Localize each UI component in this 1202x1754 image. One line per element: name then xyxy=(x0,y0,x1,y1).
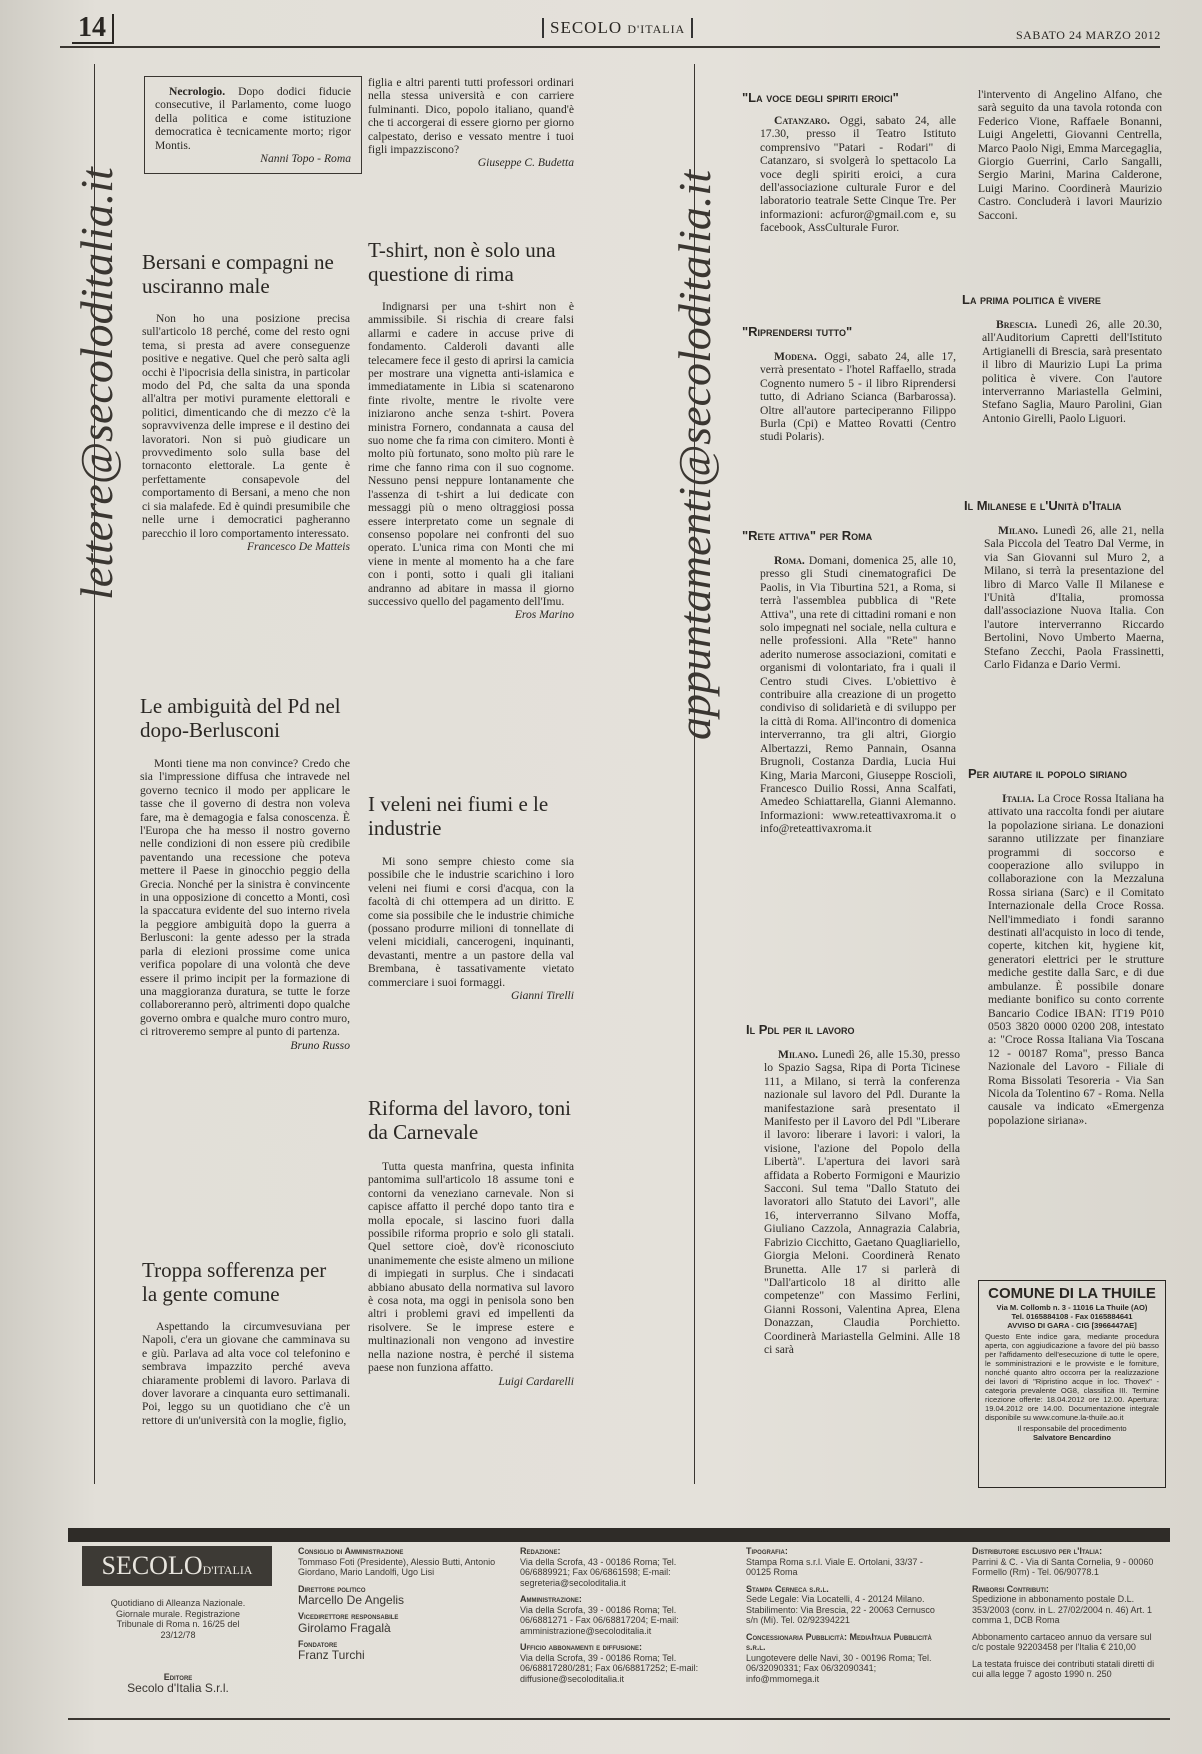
comune-avviso: AVVISO DI GARA - CIG [3966447AE] xyxy=(1007,1321,1137,1330)
footer-management xyxy=(298,1546,498,1662)
bersani-text: Non ho una posizione precisa sull'articolo 18 perché, come del resto ogni tema, si presta ad avere conseguenze positive e negative. Quel che però salta agli occhi è l'ipocrisia della sinistra, in particolar modo del Pd, che salta da una sponda all'altra per motivi puramente elettorali e politici, dimenticando che di mezzo c'è la sopravvivenza delle imprese e il destino dei lavoratori. Non si può giudicare un provvedimento solo sulla base del tornaconto elettorale. La gente è perfettamente consapevole del comportamento di Bersani, a meno che non ci sia malafede. Ed è quindi presumibile che nelle urne i democratici pagheranno parecchio il loro comportamento interessato. xyxy=(142,312,350,540)
ambiguita-signature: Bruno Russo xyxy=(290,1038,350,1052)
figlia-letter-continued xyxy=(368,76,574,170)
editore-label: Editore xyxy=(163,1672,193,1682)
prezzo-value: Abbonamento cartaceo annuo da versare sul c/c postale 92203458 per l'Italia € 210,00 xyxy=(972,1631,1152,1652)
pdl-lead: Milano. xyxy=(778,1048,819,1061)
masthead-sub: D'ITALIA xyxy=(627,22,686,36)
bersani-headline: Bersani e compagni ne usciranno male xyxy=(142,250,334,298)
comune-title: COMUNE DI LA THUILE xyxy=(988,1285,1156,1302)
masthead xyxy=(542,18,693,38)
prima-text: Lunedì 26, alle 20.30, all'Auditorium Capretti dell'Istituto Artigianelli di Brescia, sarà presentato il libro di Maurizio Lupi La prima politica è vivere. Con l'autore interverranno Mariastella Gelmini, Stefano Saglia, Mauro Parolini, Gian Antonio Girelli, Paolo Liguori. xyxy=(982,318,1162,425)
prima-lead: Brescia. xyxy=(996,318,1037,331)
siriano-text: La Croce Rossa Italiana ha attivato una raccolta fondi per aiutare la popolazione siriana. Le donazioni saranno utilizzate per finanziare programmi di soccorso e cooperazione allo sviluppo in collaborazione con la Mezzaluna Rossa siriana (Sarc) e il Comitato Internazionale della Croce Rossa. Nell'immediato i fondi saranno destinati all'acquisto in loco di tende, coperte, kitchen kit, hygiene kit, generatori elettrici per le strutture mediche gestite dalla Sarc, e di due ambulanze. È possibile donare mediante bonifico su conto corrente Bancario Codice IBAN: IT19 P010 0503 3820 0000 0200 208, intestato a: "Croce Rossa Italiana Via Toscana 12 - 00187 Roma", presso Banca Nazionale del Lavoro - Filiale di Roma Bissolati Tesoreria - Via San Nicola da Tolentino 67 - Roma. Nella causale va indicato «Emergenza popolazione siriana». xyxy=(988,792,1165,1127)
pdl-item xyxy=(764,1048,960,1356)
rete-item xyxy=(760,554,956,836)
sofferenza-letter xyxy=(142,1320,350,1427)
comune-sign-name: Salvatore Bencardino xyxy=(1032,1433,1112,1442)
direttore-label: Direttore politico xyxy=(298,1583,366,1594)
veleni-letter xyxy=(368,855,574,1002)
necrologio-signature: Nanni Topo - Roma xyxy=(260,152,351,166)
footer-printing xyxy=(746,1546,946,1684)
centro-value: Sede Legale: Via Locatelli, 4 - 20124 Milano. Stabilimento: Via Brescia, 22 - 20063 Cernusco s/n (Mi). Tel. 02/92394221 xyxy=(746,1594,935,1625)
comune-sign-role: Il responsabile del procedimento xyxy=(1017,1424,1127,1433)
bersani-letter xyxy=(142,312,350,553)
rete-lead: Roma. xyxy=(774,554,805,567)
necrologio-text: Dopo dodici fiducie consecutive, il Parlamento, come luogo della politica e come istituzione democratica è tecnicamente morto; rigor Montis. xyxy=(155,85,351,152)
prima-headline: La prima politica è vivere xyxy=(962,292,1101,307)
fondatore-label: Fondatore xyxy=(298,1638,338,1649)
pdl-continued xyxy=(978,88,1162,222)
voce-headline: "La voce degli spiriti eroici" xyxy=(742,90,899,105)
ambiguita-headline: Le ambiguità del Pd nel dopo-Berlusconi xyxy=(140,694,341,742)
footer-contacts xyxy=(520,1546,720,1684)
milanese-text: Lunedì 26, alle 21, nella Sala Piccola del Teatro Dal Verme, in via San Giovanni sul Muro 2, a Milano, si terrà la presentazione del libro di Marco Valle Il Milanese e l'Unità d'Italia, promossa dall'associazione Nuova Italia. Con l'autore interverranno Riccardo Bertolini, Novo Umberto Maerna, Stefano Zecchi, Paola Frassinetti, Carlo Fidanza e Dario Vermi. xyxy=(984,524,1164,672)
direttore-value: Marcello De Angelis xyxy=(298,1593,405,1607)
masthead-title: SECOLO xyxy=(550,18,623,37)
voce-item xyxy=(760,114,956,235)
continua-text: l'intervento di Angelino Alfano, che sarà seguito da una tavola rotonda con Federico Vione, Raffaele Bonanni, Luigi Angeletti, Giovanni Centrella, Marco Paolo Nigi, Emma Marcegaglia, Giorgio Guerrini, Carlo Sangalli, Sergio Marini, Marina Calderone, Luigi Marino. Coordinerà Maurizio Castro. Concluderà i lavori Maurizio Sacconi. xyxy=(978,88,1162,222)
tipografia-label: Tipografia: xyxy=(746,1546,788,1556)
veleni-text: Mi sono sempre chiesto come sia possibile che le industrie scarichino i loro veleni nei fiumi e corsi d'acqua, con la facoltà di chi ottempera ad un diritto. E come sia possibile che le industrie chimiche (possano produrre milioni di tonnellate di veleni micidiali, cancerogeni, inquinanti, devastanti, mentre a un pastore della val Brembana, è tassativamente vietato commerciare i suoi formaggi. xyxy=(368,855,574,989)
comune-phone: Tel. 0165884108 - Fax 0165884641 xyxy=(1011,1312,1133,1321)
veleni-headline: I veleni nei fiumi e le industrie xyxy=(368,792,549,840)
amministrazione-label: Amministrazione: xyxy=(520,1594,582,1604)
header-rule xyxy=(60,46,1160,48)
tshirt-signature: Eros Marino xyxy=(514,608,574,622)
tshirt-text: Indignarsi per una t-shirt non è ammissibile. Si rischia di creare falsi allarmi e cadere in accuse prive di fondamento. Calderoli davanti alle telecamere fece il gesto di aprirsi la camicia per mostrare una vignetta anti-islamica e immediatamente in Libia si scatenarono finte rivolte, mentre le rivolte vere iniziarono anche senza t-shirt. Povera ministra Fornero, condannata a causa del suo nome che fa rima con cimitero. Monti è molto più fortunato, sono molto più rare le rime che fanno rima con il suo cognome. Nessuno pensi neppure lontanamente che l'assenza di t-shirt a lui dedicate con messaggi più o meno oltraggiosi possa essere interpretato come un segnale di consenso popolare nei confronti del suo operato. L'unica rima con Monti che mi viene in mente al momento ha a che fare con i ponti, sotto i quali gli italiani andranno ad abitare in massa il giorno successivo quello del pagamento dell'Imu. xyxy=(368,300,574,608)
appointments-email-label: appuntamenti@secoloditalia.it xyxy=(669,170,720,740)
prima-item xyxy=(982,318,1162,425)
riprendersi-headline: "Riprendersi tutto" xyxy=(742,324,853,339)
ambiguita-text: Monti tiene ma non convince? Credo che sia l'impressione diffusa che intravede nel governo tecnico il modo per applicare le tasse che il governo di destra non voleva fare, ma è demagogia e falsa conoscenza. È l'Europa che ha messo il nostro governo nelle condizioni di non essere più credibile paventando una recessione che poteva mettere il Paese in ginocchio peggio della Grecia. Nonché per la sinistra è convincente in una opposizione di concetto a Monti, così la spaccatura evidente del suo interno rivela la peggiore ambiguità dopo la guerra a Berlusconi: la gente adesso per la strada parla di elezioni prossime come unica verifica popolare di una volontà che deve essere il primo incipit per la formazione di una maggioranza duratura, se tutte le forze collaboreranno però, altrimenti dopo qualche governo ombra e qualche muro contro muro, ci ritroveremo sempre al punto di partenza. xyxy=(140,757,350,1039)
cda-value: Tommaso Foti (Presidente), Alessio Butti, Antonio Giordano, Mario Landolfi, Ugo Lisi xyxy=(298,1556,496,1577)
footer-logo-sub: D'ITALIA xyxy=(202,1563,253,1577)
footer-band xyxy=(68,1528,1170,1542)
riprendersi-item xyxy=(760,350,956,444)
vice-value: Girolamo Fragalà xyxy=(298,1620,391,1635)
figlia-text: figlia e altri parenti tutti professori ordinari nella stessa università e con carriere fulminanti. Dico, popolo italiano, quand'è che ti accorgerai di essere giorno per giorno calpestato, deriso e vessato mentre i tuoi figli impazziscono? xyxy=(368,76,574,157)
ambiguita-letter xyxy=(140,757,350,1052)
milanese-headline: Il Milanese e l'Unità d'Italia xyxy=(964,498,1122,513)
siriano-headline: Per aiutare il popolo siriano xyxy=(968,766,1127,781)
siriano-item xyxy=(988,792,1164,1127)
necrologio-lead: Necrologio. xyxy=(169,85,226,98)
footer-rule xyxy=(68,1718,1170,1720)
tshirt-headline: T-shirt, non è solo una questione di rima xyxy=(368,238,556,286)
pdl-headline: Il Pdl per il lavoro xyxy=(746,1022,855,1037)
milanese-lead: Milano. xyxy=(998,524,1039,537)
pdl-text: Lunedì 26, alle 15.30, presso lo Spazio Sagsa, Ripa di Porta Ticinese 111, a Milano, si terrà la conferenza nazionale sul lavoro del Pdl. Durante la manifestazione sarà presentato il Manifesto per il Lavoro del Pdl "Liberare il lavoro: liberare i lavori: i valori, la visione, l'azione del Popolo della Libertà". L'apertura dei lavori sarà affidata a Roberto Formigoni e Maurizio Sacconi. Sul tema "Dallo Statuto dei lavoratori allo Statuto dei Lavori", alle 16, interverranno Silvano Moffa, Giuliano Cazzola, Annagrazia Calabria, Fabrizio Cicchitto, Gaetano Quagliariello, Giorgia Meloni. Coordinerà Renato Brunetta. Alle 17 si parlerà di "Dall'articolo 18 al diritto alle competenze" con Massimo Ferlini, Gianni Rossoni, Valentina Aprea, Elena Donazzan, Claudia Porchietto. Coordinerà Mariastella Gelmini. Alle 18 ci sarà xyxy=(764,1048,960,1356)
tiratura-value: La testata fruisce dei contributi statali diretti di cui alla legge 7 agosto 1990 n. 250 xyxy=(972,1658,1155,1679)
sofferenza-headline: Troppa sofferenza per la gente comune xyxy=(142,1258,327,1306)
comune-address: Via M. Collomb n. 3 - 11016 La Thuile (AO) xyxy=(996,1303,1148,1312)
fondi-label: Rimborsi Contributi: xyxy=(972,1583,1049,1594)
tshirt-letter xyxy=(368,300,574,622)
abbonamenti-label: Ufficio abbonamenti e diffusione: xyxy=(520,1642,642,1652)
vice-label: Vicedirettore responsabile xyxy=(298,1611,399,1621)
figlia-signature: Giuseppe C. Budetta xyxy=(477,156,574,170)
voce-lead: Catanzaro. xyxy=(774,114,830,127)
redazione-value: Via della Scrofa, 43 - 00186 Roma; Tel. 06/6889921; Fax 06/6861598; E-mail: segreteria@secoloditalia.it xyxy=(520,1556,677,1588)
footer-distribution xyxy=(972,1546,1164,1680)
issue-date: SABATO 24 MARZO 2012 xyxy=(1016,28,1161,42)
letters-email-label: lettere@secoloditalia.it xyxy=(71,167,122,600)
pubblicita-label: Concessionaria Pubblicità: MediaItalia Pubblicità s.r.l. xyxy=(746,1631,932,1652)
veleni-signature: Gianni Tirelli xyxy=(510,989,574,1003)
riforma-text: Tutta questa manfrina, questa infinita pantomima sull'articolo 18 assume toni e contorni da veneziano carnevale. Non si capisce affatto il perché dopo tanto tira e molla epocale, si lascino fuori dalla possibile riforma proprio e solo gli statali. Quel settore cioè, dov'è riconosciuto unanimemente che esiste almeno un milione di impiegati in surplus. Che i sindacati abbiano abusato della normativa sul lavoro è cosa nota, ma oggi in penisola sono ben altri i problemi gravi ed impellenti da risolvere. Se le imprese estere e multinazionali non vengono ad investire nella nazione nostra, è perché il sistema paese non funziona affatto. xyxy=(368,1160,574,1375)
colophon xyxy=(68,1542,1170,1707)
comune-text: Questo Ente indice gara, mediante procedura aperta, con aggiudicazione a favore del più basso per l'affidamento dell'esecuzione di tutte le opere, le somministrazioni e le provviste e le forniture, nonché quanto altro occorra per la realizzazione dei lavori di "Ripristino acque in loc. Thovex" - categoria prevalente OG8, classifica III. Termine ricezione offerte: 18.04.2012 ore 12.00. Apertura: 19.04.2012 ore 14.00. Documentazione integrale disponibile su www.comune.la-thuile.ao.it xyxy=(985,1332,1159,1422)
footer-logo xyxy=(82,1546,272,1586)
pubblicita-value: Lungotevere delle Navi, 30 - 00196 Roma; Tel. 06/32090331; Fax 06/32090341; info@mmomega.it xyxy=(746,1652,932,1684)
riprendersi-lead: Modena. xyxy=(774,350,817,363)
fondi-value: Spedizione in abbonamento postale D.L. 353/2003 (conv. in L. 27/02/2004 n. 46) Art. 1 comma 1, DCB Roma xyxy=(972,1594,1152,1625)
siriano-lead: Italia. xyxy=(1002,792,1035,805)
footer-logo-title: SECOLO xyxy=(101,1551,203,1580)
riforma-signature: Luigi Cardarelli xyxy=(498,1374,574,1388)
bersani-signature: Francesco De Matteis xyxy=(246,539,350,553)
amministrazione-value: Via della Scrofa, 39 - 00186 Roma; Tel. 06/6881271 - Fax 06/68817204; E-mail: amministrazione@secoloditalia.it xyxy=(520,1604,679,1636)
distributore-value: Parrini & C. - Via di Santa Cornelia, 9 - 00060 Formello (Rm) - Tel. 06/90778.1 xyxy=(972,1556,1154,1577)
page-number: 14 xyxy=(72,14,114,44)
abbonamenti-value: Via della Scrofa, 39 - 00186 Roma; Tel. 06/68817280/281; Fax 06/68817252; E-mail: diffusione@secoloditalia.it xyxy=(520,1652,699,1684)
footer-info: Quotidiano di Alleanza Nazionale. Giornale murale. Registrazione Tribunale di Roma n. 16/25 del 23/12/78 xyxy=(110,1598,246,1640)
riforma-headline: Riforma del lavoro, toni da Carnevale xyxy=(368,1096,571,1144)
footer-editore xyxy=(98,1672,258,1693)
riforma-letter xyxy=(368,1160,574,1388)
distributore-label: Distributore esclusivo per l'Italia: xyxy=(972,1546,1103,1556)
comune-ad xyxy=(978,1280,1166,1488)
fondatore-value: Franz Turchi xyxy=(298,1648,365,1662)
sofferenza-text: Aspettando la circumvesuviana per Napoli, c'era un giovane che camminava su e giù. Parlava ad alta voce col telefonino e sembrava impazzito perché aveva chiaramente problemi di lavoro. Parlava di dover lavorare a cinquanta euro settimanali. Poi, leggo su un quotidiano che c'è un rettore di un'università con la moglie, figlio, xyxy=(142,1320,350,1427)
voce-text: Oggi, sabato 24, alle 17.30, presso il Teatro Istituto comprensivo "Patari - Rodari" di Catanzaro, si svolgerà lo spettacolo La voce degli spiriti eroici, a cura dell'associazione culturale Furor e del laboratorio teatrale Sette Cinque Tre. Per informazioni: acfuror@gmail.com e, su facebook, AssCulturale Furor. xyxy=(760,114,956,235)
centro-label: Stampa Cerneca s.r.l. xyxy=(746,1583,829,1594)
redazione-label: Redazione: xyxy=(520,1546,561,1556)
milanese-item xyxy=(984,524,1164,671)
rete-text: Domani, domenica 25, alle 10, presso gli Studi cinematografici De Paolis, in Via Tiburtina 521, a Roma, si terrà l'assemblea pubblica di "Rete Attiva", una rete di cittadini romani e non solo impegnati nel sociale, nella cultura e nelle professioni. Alla "Rete" hanno aderito numerose associazioni, comitati e organismi di volontariato, fra i quali il Centro studi Cives. L'obiettivo è contribuire alla creazione di un progetto condiviso di solidarietà e di sviluppo per la città di Roma. All'incontro di domenica interverranno, tra gli altri, Giorgio Albertazzi, Remo Pannain, Osanna Brugnoli, Costanza Dardia, Lucia Hui King, Maria Marconi, Giuseppe Rosciolì, Francesco Duilio Rossi, Anna Scalfati, Amedeo Schiattarella, Gianni Alemanno. Informazioni: www.reteattivaxroma.it o info@reteattivaxroma.it xyxy=(760,554,956,836)
cda-label: Consiglio di Amministrazione xyxy=(298,1546,404,1556)
riprendersi-text: Oggi, sabato 24, alle 17, verrà presentato - l'hotel Raffaello, strada Cognento numero 5 - il libro Riprendersi tutto, di Adriano Scianca (Barbarossa). Oltre all'autore parteciperanno Filippo Burla (Cpi) e Matteo Rovatti (Centro studi Polaris). xyxy=(760,350,956,444)
tipografia-value: Stampa Roma s.r.l. Viale E. Ortolani, 33/37 - 00125 Roma xyxy=(746,1556,923,1577)
rete-headline: "Rete attiva" per Roma xyxy=(742,528,873,543)
necrologio-box xyxy=(144,76,362,174)
editore-value: Secolo d'Italia S.r.l. xyxy=(127,1680,229,1695)
